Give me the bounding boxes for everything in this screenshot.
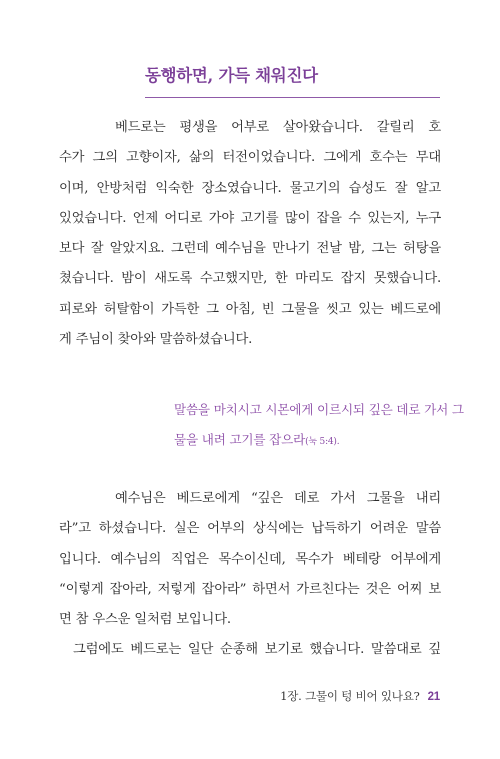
text-line: 있었습니다. 언제 어디로 가야 고기를 많이 잡을 수 있는지, 누구: [59, 210, 441, 226]
paragraph-2: [59, 484, 441, 666]
text-line: 입니다. 예수님의 직업은 목수이신데, 목수가 베테랑 어부에게: [59, 551, 441, 567]
paragraph-1: [59, 113, 441, 355]
quote-text: 물을 내려 고기를 잡으라: [174, 432, 306, 447]
text-line: 쳤습니다. 밤이 새도록 수고했지만, 한 마리도 잡지 못했습니다.: [59, 271, 441, 287]
section-title: 동행하면, 가득 채워진다: [145, 66, 318, 85]
text-line: 베드로는 평생을 어부로 살아왔습니다. 갈릴리 호: [115, 120, 441, 135]
scripture-reference: (눅 5:4).: [305, 437, 340, 447]
text-line: 수가 그의 고향이자, 삶의 터전이었습니다. 그에게 호수는 무대: [59, 150, 441, 166]
text-line: “이렇게 잡아라, 저렇게 잡아라” 하면서 가르친다는 것은 어찌 보: [59, 581, 441, 597]
text-line: 이며, 안방처럼 익숙한 장소였습니다. 물고기의 습성도 잘 알고: [59, 180, 441, 196]
text-line: 면 참 우스운 일처럼 보입니다.: [59, 612, 231, 628]
text-line: 피로와 허탈함이 가득한 그 아침, 빈 그물을 씻고 있는 베드로에: [59, 301, 441, 317]
chapter-title: 1장. 그물이 텅 비어 있나요?: [280, 689, 420, 703]
page-number: 21: [427, 691, 440, 703]
title-divider: [145, 97, 440, 98]
text-line: 게 주님이 찾아와 말씀하셨습니다.: [59, 332, 253, 348]
quote-line: 말씀을 마치시고 시몬에게 이르시되 깊은 데로 가서 그: [174, 402, 464, 417]
scripture-quote: [174, 395, 464, 457]
text-line: 보다 잘 알았지요. 그런데 예수님을 만나기 전날 밤, 그는 허탕을: [59, 241, 441, 257]
quote-line: [174, 425, 442, 457]
page-footer: [280, 688, 440, 704]
text-line: 그럼에도 베드로는 일단 순종해 보기로 했습니다. 말씀대로 깊: [73, 642, 441, 658]
text-line: 라”고 하셨습니다. 실은 어부의 상식에는 납득하기 어려운 말씀: [59, 521, 441, 537]
text-line: 예수님은 베드로에게 “깊은 데로 가서 그물을 내리: [115, 491, 441, 506]
